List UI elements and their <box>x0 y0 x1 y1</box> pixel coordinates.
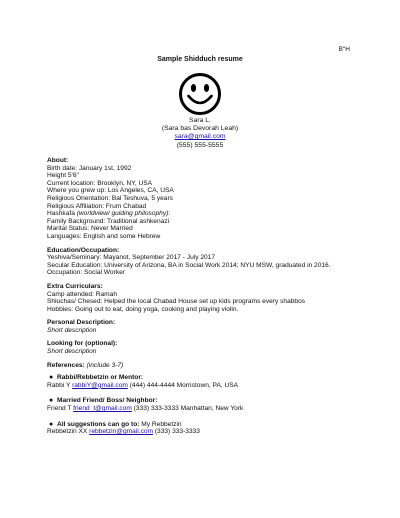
religious-affiliation: Religious Affiliation: Frum Chabad <box>47 202 147 210</box>
applicant-name: Sara L. <box>189 117 211 124</box>
family-background: Family Background: Traditional ashkenazi <box>47 217 170 225</box>
languages: Languages: English and some Hebrew <box>47 232 161 240</box>
hashkafa-label: Hashkafa <box>47 210 77 218</box>
reference-email-link[interactable]: rabbiY@gmail.com <box>72 381 128 389</box>
looking-for-section <box>47 340 367 355</box>
reference-name: Rabbi Y <box>47 381 73 389</box>
about-section <box>47 157 367 241</box>
email-link[interactable]: sara@gmail.com <box>174 133 226 141</box>
grew-up: Where you grew up: Los Angeles, CA, USA <box>47 187 174 195</box>
hebrew-name: (Sara bas Devorah Leah) <box>161 125 239 133</box>
bullet-icon: ● <box>49 420 54 428</box>
bullet-icon: ● <box>49 397 54 405</box>
references-section <box>47 362 367 436</box>
reference-contact <box>47 405 367 413</box>
looking-heading <box>47 340 367 348</box>
about-heading: About: <box>47 157 69 164</box>
hashkafa <box>47 210 367 218</box>
looking-heading-label: Looking for <box>47 340 86 348</box>
education-section <box>47 247 367 277</box>
references-heading-note: (include 3-7) <box>86 361 124 369</box>
reference-name: Friend T <box>47 405 74 413</box>
references-heading <box>47 362 367 370</box>
contact-header <box>0 117 400 150</box>
reference-details: (333) 333-3333 <box>153 428 200 436</box>
secular-education: Secular Education: University of Arizona, BA in Social Work 2014; NYU MSW, graduated in 2016. <box>47 261 331 269</box>
reference-title: ● Married Friend/ Boss/ Neighbor: <box>49 397 158 405</box>
looking-description: Short description <box>47 348 97 356</box>
reference-email-link[interactable]: friend_t@gmail.com <box>73 405 132 413</box>
resume-body <box>47 157 367 436</box>
bullet-icon: ● <box>49 374 54 382</box>
extra-heading: Extra Curriculars: <box>47 282 103 290</box>
document-title: Sample Shidduch resume <box>157 56 243 63</box>
religious-orientation: Religious Orientation: Bal Teshuva, 5 years <box>47 194 173 202</box>
reference-title-rest: My Rebbetzin <box>139 420 182 428</box>
reference-email-link[interactable]: rebbetzin@gmail.com <box>89 428 154 436</box>
education-heading: Education/Occupation: <box>47 246 120 254</box>
personal-description-section <box>47 319 367 334</box>
reference-name: Rebbetzin XX <box>47 428 90 436</box>
phone-number: (555) 555-5555 <box>176 141 224 149</box>
references-heading-label: References: <box>47 361 87 369</box>
current-location: Current location: Brooklyn, NY, USA <box>47 179 153 187</box>
shluchas-chesed: Shluchas/ Chesed: Helped the local Chabad House set up kids programs every shabbos <box>47 298 306 306</box>
occupation: Occupation: Social Worker <box>47 269 125 277</box>
camp-attended: Camp attended: Ramah <box>47 290 118 298</box>
extra-curriculars-section <box>47 283 367 313</box>
hashkafa-note: (worldview/ guiding philosophy): <box>76 210 171 218</box>
bh-header: B"H <box>338 46 350 53</box>
reference-details: (444) 444-4444 Morristown, PA, USA <box>127 381 239 389</box>
hobbies: Hobbies: Going out to eat, doing yoga, cooking and playing violin. <box>47 305 239 313</box>
smiley-face-icon <box>178 72 222 116</box>
yeshiva: Yeshiva/Seminary: Mayanot, September 2017 - July 2017 <box>47 254 215 262</box>
reference-title: ● All suggestions can go to: My Rebbetzin <box>49 420 182 428</box>
reference-details: (333) 333-3333 Manhattan, New York <box>131 405 244 413</box>
reference-contact <box>47 428 367 436</box>
personal-description: Short description <box>47 326 97 334</box>
birth-date: Birth date: January 1st, 1992 <box>47 164 132 172</box>
looking-heading-optional: (optional): <box>85 340 118 348</box>
height: Height 5'6'' <box>47 172 80 180</box>
reference-title: ● Rabbi/Rebbetzin or Mentor: <box>49 374 144 382</box>
marital-status: Marital Status: Never Married <box>47 225 133 233</box>
personal-heading: Personal Description: <box>47 319 116 327</box>
reference-contact <box>47 382 367 390</box>
